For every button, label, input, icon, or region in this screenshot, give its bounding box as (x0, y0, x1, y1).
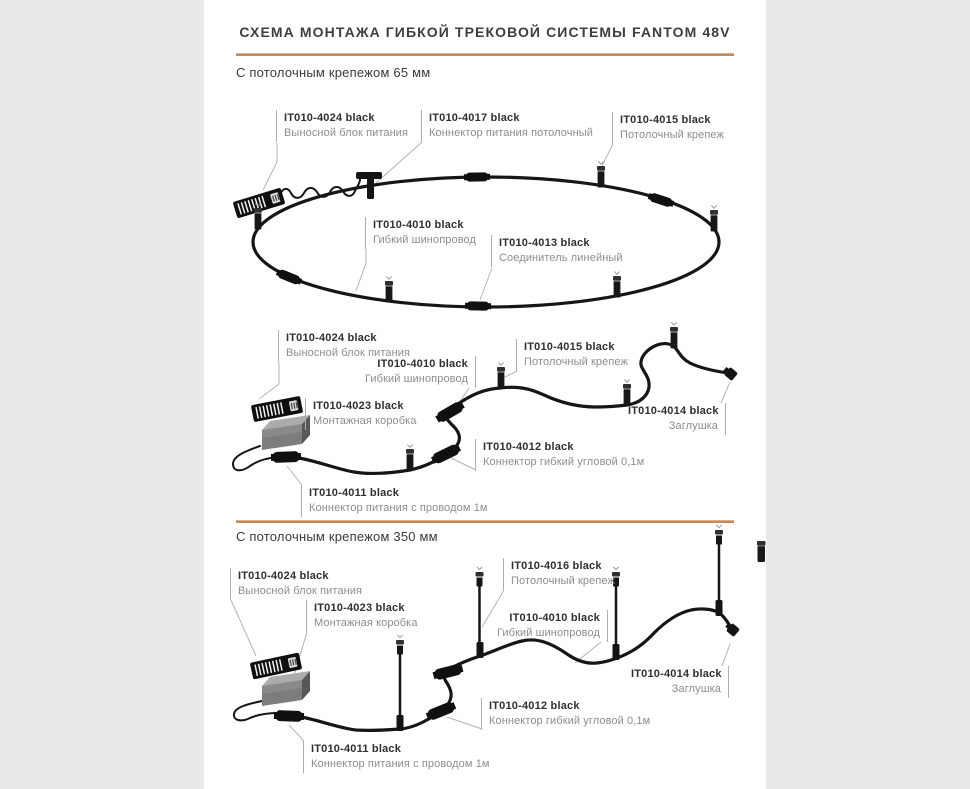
part-desc: Коннектор гибкий угловой 0,1м (489, 715, 651, 727)
part-desc: Монтажная коробка (313, 415, 417, 427)
part-code: IT010-4010 black (377, 358, 468, 370)
part-code: IT010-4014 black (631, 668, 722, 680)
ceiling-mount (613, 272, 621, 298)
linear-joint (275, 268, 302, 286)
part-code: IT010-4011 black (311, 743, 402, 755)
part-desc: Гибкий шинопровод (496, 627, 600, 639)
part-code: IT010-4012 black (489, 700, 580, 712)
page-title: СХЕМА МОНТАЖА ГИБКОЙ ТРЕКОВОЙ СИСТЕМЫ FANTOM 48V (239, 24, 731, 40)
end-cap (724, 621, 740, 637)
part-code: IT010-4024 black (286, 332, 377, 344)
label-linear-joint (491, 235, 623, 267)
ceiling-mount-base (477, 642, 484, 658)
part-code: IT010-4014 black (628, 405, 719, 417)
ceiling-mount-base (397, 715, 404, 731)
ceiling-mount-base (613, 644, 620, 660)
linear-joint (465, 301, 491, 310)
loose-ceiling-mount (757, 541, 766, 562)
part-code: IT010-4015 black (524, 341, 615, 353)
part-code: IT010-4023 black (313, 400, 404, 412)
part-code: IT010-4012 black (483, 441, 574, 453)
ceiling-mount (385, 277, 393, 303)
corner-connector (430, 442, 462, 465)
linear-joint (647, 192, 675, 209)
ceiling-mount-head (476, 567, 484, 587)
label-mounting-box (305, 398, 417, 430)
ceiling-mount (406, 445, 414, 471)
part-desc: Гибкий шинопровод (373, 234, 477, 246)
label-corner-connector (475, 439, 644, 471)
corner-connector (432, 663, 464, 681)
ceiling-mount (597, 162, 605, 188)
part-desc: Заглушка (671, 683, 721, 695)
part-desc: Заглушка (668, 420, 718, 432)
part-code: IT010-4015 black (620, 114, 711, 126)
part-desc: Соединитель линейный (499, 252, 623, 264)
part-code: IT010-4024 black (238, 570, 329, 582)
part-code: IT010-4023 black (314, 602, 405, 614)
part-code: IT010-4010 black (373, 219, 464, 231)
part-code: IT010-4010 black (509, 612, 600, 624)
part-desc: Коннектор питания с проводом 1м (309, 502, 488, 514)
part-desc: Потолочный крепеж (620, 129, 724, 141)
ceiling-mount (623, 380, 631, 406)
part-code: IT010-4017 black (429, 112, 520, 124)
part-desc: Гибкий шинопровод (364, 373, 468, 385)
part-desc: Потолочный крепеж (524, 356, 628, 368)
ceiling-mount-head (396, 635, 404, 655)
label-ceiling-mount (612, 112, 724, 144)
ceiling-mount-base (716, 600, 723, 616)
section-350-heading: С потолочным крепежом 350 мм (236, 529, 438, 544)
mounting-box (262, 415, 310, 450)
label-flex-track (494, 610, 608, 642)
part-code: IT010-4013 black (499, 237, 590, 249)
part-desc: Коннектор питания с проводом 1м (311, 758, 490, 770)
part-desc: Выносной блок питания (286, 347, 411, 359)
power-connector (274, 710, 304, 722)
section-65-heading: С потолочным крепежом 65 мм (236, 65, 431, 80)
part-code: IT010-4016 black (511, 560, 602, 572)
part-code: IT010-4024 black (284, 112, 375, 124)
part-desc: Коннектор питания потолочный (429, 127, 593, 139)
mounting-box (262, 671, 310, 706)
ceiling-mount (670, 323, 678, 349)
ceiling-mount (710, 206, 718, 232)
ceiling-mount (497, 363, 505, 389)
ceiling-mount-head (715, 525, 723, 545)
label-ceiling-power-connector (421, 110, 593, 142)
label-ceiling-mount (503, 558, 615, 590)
label-end-cap (628, 403, 726, 435)
label-flex-track (365, 217, 476, 249)
part-desc: Потолочный крепеж (511, 575, 615, 587)
power-connector (271, 451, 301, 463)
label-flex-track (358, 356, 476, 388)
part-desc: Монтажная коробка (314, 617, 418, 629)
label-ceiling-mount (516, 339, 628, 371)
label-psu (230, 568, 362, 600)
label-mounting-box (306, 600, 418, 632)
part-code: IT010-4011 black (309, 487, 400, 499)
label-end-cap (631, 666, 729, 698)
linear-joint (464, 172, 490, 181)
part-desc: Коннектор гибкий угловой 0,1м (483, 456, 645, 468)
part-desc: Выносной блок питания (284, 127, 409, 139)
label-psu (276, 110, 408, 142)
label-corner-connector (481, 698, 650, 730)
label-power-connector (303, 741, 490, 773)
label-power-connector (301, 485, 488, 517)
part-desc: Выносной блок питания (238, 585, 363, 597)
